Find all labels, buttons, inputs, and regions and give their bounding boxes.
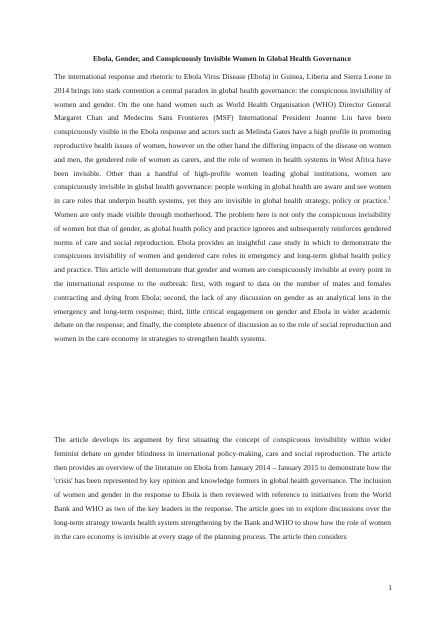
page-number: 1 [388,583,392,592]
paragraph-1-text-b: Women are only made visible through motherhood. The problem here is not only the conspicuous invisibility of women but that of gender, as global health policy and practice ignores and subsequently reinforces gendered norms of care and social reproduction. Ebola provides an insightful case study in which to demonstrate the conspicuous invisibility of women and gendered care roles in emergency and long-term global health policy and practice. This article will demonstrate that gender and women are conspicuously invisible at every point in the international response to the outbreak: first, with regard to data on the number of males and females contracting and dying from Ebola; second, the lack of any discussion on gender as an analytical lens in the emergency and long-term response; third, little critical engagement on gender and Ebola in wider academic debate on the response; and finally, the complete absence of discussion as to the role of social reproduction and women in the care economy in strategies to strengthen health systems. [54,209,391,344]
footnote-marker[interactable]: 1 [388,196,391,202]
paragraph-1-text-a: The international response and rhetoric to Ebola Virus Disease (Ebola) in Guinea, Liberia and Sierra Leone in 2014 brings into stark contention a central paradox in global health governance: the conspicuous invisibility of women and gender. On the one hand women such as World Health Organisation (WHO) Director General Margaret Chan and Medecins Sans Frontieres (MSF) International President Joanne Liu have been conspicuously visible in the Ebola response and actors such as Melinda Gates have a high profile in promoting reproductive health issues of women, however on the other hand the differing impacts of the disease on women and men, the gendered role of women as carers, and the role of women in health systems in West Africa have been invisible. Other than a handful of high-profile women leading global institutions, women are conspicuously invisible in global health governance: people working in global health are aware and see women in care roles that underpin health systems, yet they are invisible in global health strategy, policy or practice. [54,72,391,206]
body-paragraph-2: The article develops its argument by first situating the concept of conspicuous invisibility within wider feminist debate on gender blindness in international policy-making, care and social reproduction. The article then provides an overview of the literature on Ebola from January 2014 – January 2015 to demonstrate how the 'crisis' has been represented by key opinion and knowledge formers in global health governance. The inclusion of women and gender in the response to Ebola is then reviewed with reference to initiatives from the World Bank and WHO as two of the key leaders in the response. The article goes on to explore discussions over the long-term strategy towards health system strengthening by the Bank and WHO to show how the role of women in the care economy is invisible at every stage of the planning process. The article then considers [54,435,391,541]
document-title: Ebola, Gender, and Conspicuously Invisible Women in Global Health Governance [92,54,352,63]
body-paragraph-1 [54,70,391,346]
